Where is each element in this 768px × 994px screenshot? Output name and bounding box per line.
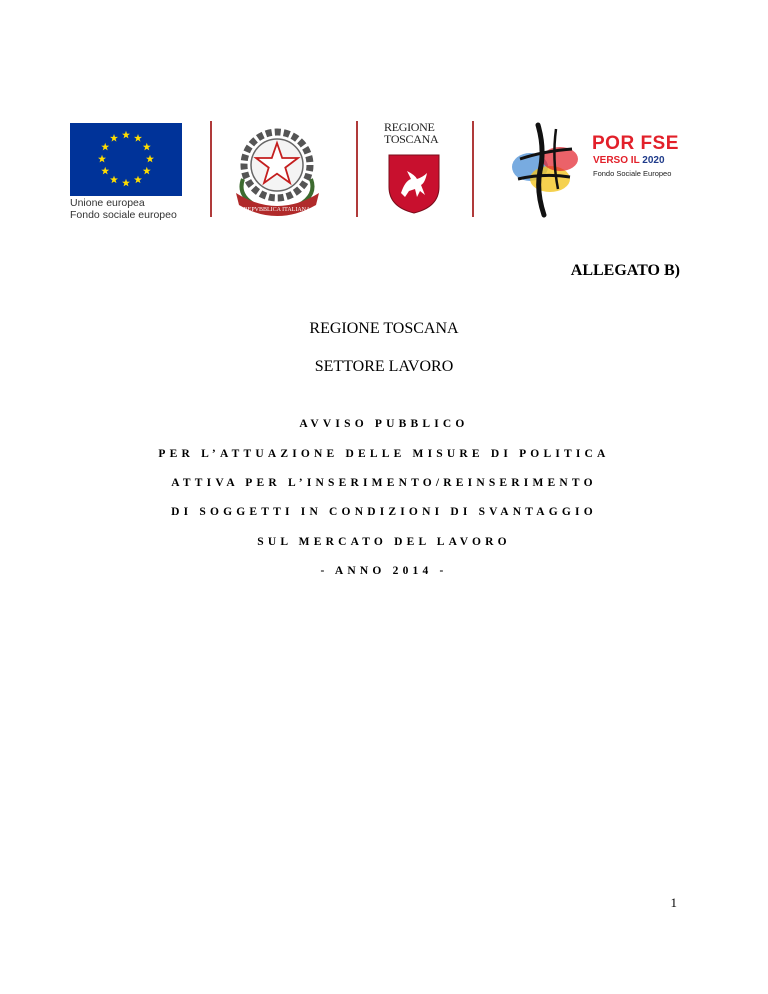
- eu-star-icon: [122, 131, 130, 139]
- por-fse-brush-icon: [500, 119, 590, 219]
- eu-caption-line1: Unione europea: [70, 197, 145, 209]
- eu-star-icon: [110, 176, 118, 184]
- heading-region: REGIONE TOSCANA: [309, 320, 459, 337]
- republic-emblem-icon: [230, 119, 325, 219]
- republic-ribbon-text: REPVBBLICA ITALIANA: [243, 207, 311, 213]
- eu-stars-icon: [70, 123, 182, 196]
- title-line: - ANNO 2014 -: [320, 565, 448, 577]
- title-line: SUL MERCATO DEL LAVORO: [257, 536, 511, 548]
- logo-strip: [70, 119, 680, 219]
- logo-separator: [472, 121, 474, 217]
- por-fse-subtitle: [593, 155, 665, 166]
- logo-separator: [356, 121, 358, 217]
- eu-star-icon: [122, 179, 130, 187]
- eu-flag: [70, 123, 182, 196]
- regione-toscana-wordmark: [384, 121, 438, 145]
- eu-star-icon: [98, 155, 106, 163]
- eu-caption-line2: Fondo sociale europeo: [70, 209, 177, 221]
- por-sub-verso: VERSO IL: [593, 155, 643, 166]
- pegasus-shield-icon: [387, 153, 441, 215]
- page-number: 1: [670, 895, 677, 910]
- por-fse-title: POR FSE: [592, 133, 679, 154]
- eu-star-icon: [134, 134, 142, 142]
- eu-caption: [70, 197, 177, 221]
- eu-star-icon: [143, 143, 151, 151]
- eu-star-icon: [143, 167, 151, 175]
- title-line: DI SOGGETTI IN CONDIZIONI DI SVANTAGGIO: [171, 506, 597, 518]
- regione-toscana-logo: [382, 119, 452, 219]
- eu-star-icon: [146, 155, 154, 163]
- eu-star-icon: [101, 143, 109, 151]
- eu-star-icon: [134, 176, 142, 184]
- title-line: PER L’ATTUAZIONE DELLE MISURE DI POLITICA: [158, 448, 610, 460]
- por-fse-logo: [500, 119, 680, 219]
- eu-star-icon: [101, 167, 109, 175]
- republic-emblem: [230, 119, 325, 219]
- heading-sector: SETTORE LAVORO: [314, 358, 454, 375]
- title-line: AVVISO PUBBLICO: [299, 418, 469, 430]
- por-fse-caption: Fondo Sociale Europeo: [593, 169, 672, 178]
- title-line: ATTIVA PER L’INSERIMENTO/REINSERIMENTO: [171, 477, 597, 489]
- logo-separator: [210, 121, 212, 217]
- por-sub-year: 2020: [642, 155, 665, 166]
- eu-star-icon: [110, 134, 118, 142]
- regione-line2: TOSCANA: [384, 132, 439, 146]
- annex-label: ALLEGATO B): [570, 262, 680, 279]
- regione-line1: REGIONE: [384, 120, 435, 134]
- eu-logo: [70, 119, 182, 219]
